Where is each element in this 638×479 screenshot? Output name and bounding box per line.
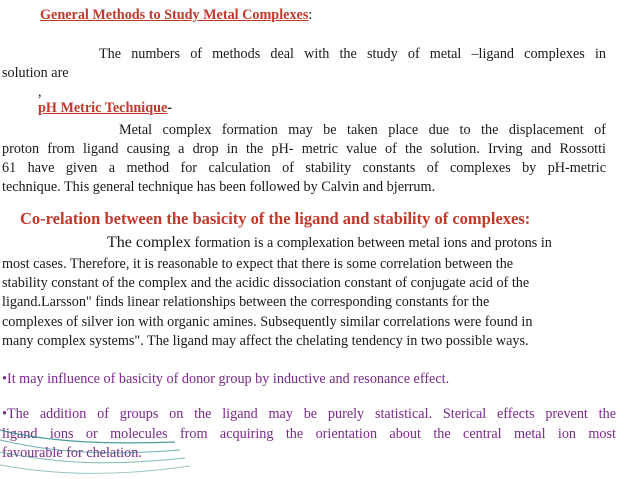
heading-colon: : bbox=[308, 7, 313, 23]
heading-suffix: - bbox=[167, 100, 172, 116]
bullet-2-line-1: •The addition of groups on the ligand may be purely statistical. Sterical effects prevent the bbox=[2, 406, 616, 422]
correlation-line-5: complexes of silver ion with organic amines. Subsequently similar correlations were found in bbox=[2, 314, 533, 330]
bullet-2-line-2: ligand ions or molecules from acquiring the orientation about the central metal ion most bbox=[2, 426, 616, 442]
heading-text: pH Metric Technique bbox=[38, 100, 168, 116]
ph-line-1: Metal complex formation may be taken place due to the displacement of bbox=[119, 122, 606, 138]
bullet-2-line-3: favourable for chelation. bbox=[2, 445, 142, 461]
first-rest: formation is a complexation between metal ions and protons in bbox=[194, 235, 552, 251]
section-heading-correlation: Co-relation between the basicity of the ligand and stability of complexes: bbox=[20, 209, 531, 228]
heading-text: General Methods to Study Metal Complexes bbox=[40, 7, 309, 23]
bullet-1: •It may influence of basicity of donor group by inductive and resonance effect. bbox=[2, 371, 450, 387]
intro-line-1: The numbers of methods deal with the study of metal –ligand complexes in bbox=[99, 46, 606, 62]
section-heading-ph-metric bbox=[38, 99, 172, 117]
correlation-line-4: ligand.Larsson" finds linear relationships between the corresponding constants for the bbox=[2, 294, 490, 310]
ph-line-3: 61 have given a method for calculation of stability constants of complexes by pH-metric bbox=[2, 160, 606, 176]
intro-line-2: solution are bbox=[2, 65, 69, 81]
section-heading-general-methods bbox=[40, 6, 312, 24]
ph-line-4: technique. This general technique has been followed by Calvin and bjerrum. bbox=[2, 179, 436, 195]
first-word: The complex bbox=[107, 234, 191, 251]
correlation-line-1 bbox=[107, 234, 552, 252]
intro-comma: , bbox=[38, 84, 42, 100]
correlation-line-2: most cases. Therefore, it is reasonable to expect that there is some correlation between the bbox=[2, 256, 514, 272]
ph-line-2: proton from ligand causing a drop in the pH- metric value of the solution. Irving and Rossotti bbox=[2, 141, 606, 157]
correlation-line-3: stability constant of the complex and the acidic dissociation constant of conjugate acid of the bbox=[2, 275, 530, 291]
correlation-line-6: many complex systems". The ligand may affect the chelating tendency in two possible ways. bbox=[2, 333, 529, 349]
